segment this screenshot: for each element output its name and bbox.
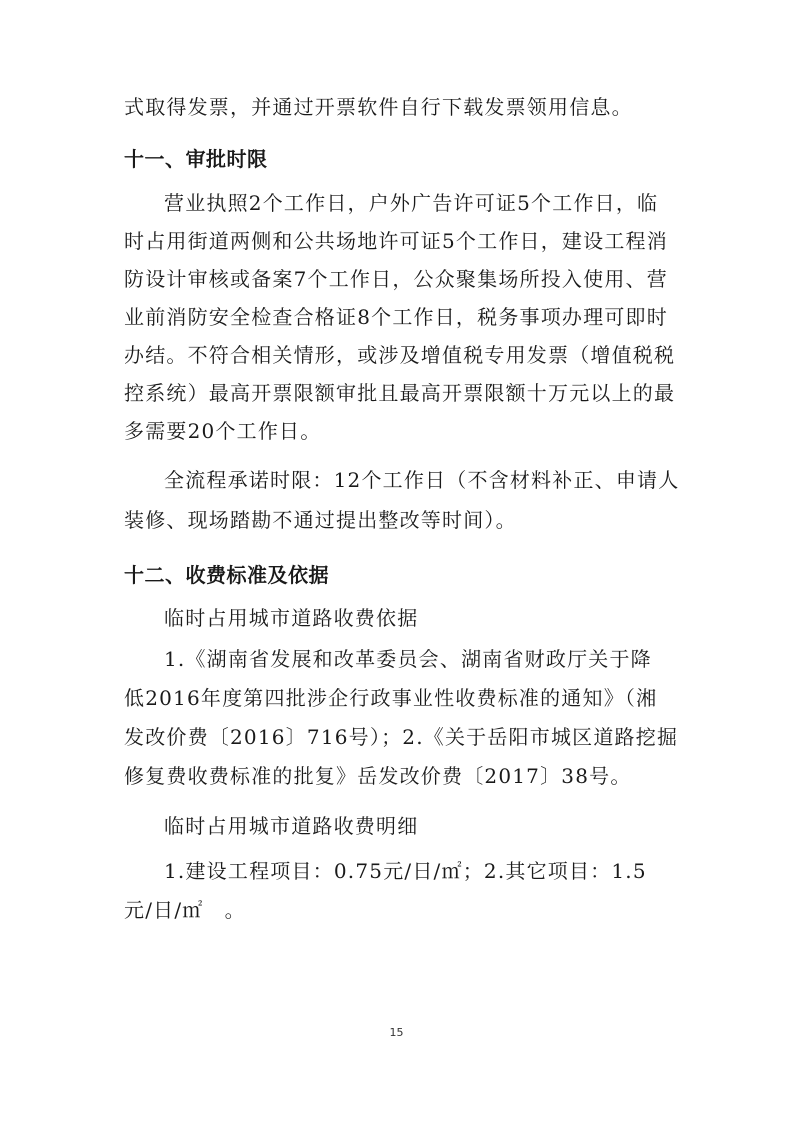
text-line: 营业执照2个工作日，户外广告许可证5个工作日，临 <box>164 191 659 215</box>
text-line: 防设计审核或备案7个工作日，公众聚集场所投入使用、营 <box>124 267 668 291</box>
text-line: 办结。不符合相关情形，或涉及增值税专用发票（增值税税 <box>124 343 676 367</box>
text-line: 全流程承诺时限：12个工作日（不含材料补正、申请人 <box>164 468 680 492</box>
text-line: 控系统）最高开票限额审批且最高开票限额十万元以上的最 <box>124 381 676 405</box>
subheading-fee-details: 临时占用城市道路收费明细 <box>164 814 419 838</box>
subheading-fee-basis: 临时占用城市道路收费依据 <box>164 606 419 630</box>
text-line: 时占用街道两侧和公共场地许可证5个工作日，建设工程消 <box>124 229 668 253</box>
text-line: 低2016年度第四批涉企行政事业性收费标准的通知》（湘 <box>124 686 658 710</box>
text-line: 式取得发票，并通过开票软件自行下载发票领用信息。 <box>124 95 633 119</box>
text-line: 1.建设工程项目：0.75元/日/㎡；2.其它项目：1.5 <box>164 859 647 883</box>
text-line: 修复费收费标准的批复》岳发改价费〔2017〕38号。 <box>124 764 632 788</box>
text-line: 装修、现场踏勘不通过提出整改等时间）。 <box>124 508 517 532</box>
section-heading-approval-time: 十一、审批时限 <box>124 147 268 171</box>
section-heading-fee-standard: 十二、收费标准及依据 <box>124 563 329 587</box>
text-line: 多需要20个工作日。 <box>124 419 322 443</box>
text-line: 业前消防安全检查合格证8个工作日，税务事项办理可即时 <box>124 305 668 329</box>
text-line: 1.《湖南省发展和改革委员会、湖南省财政厅关于降 <box>164 647 652 671</box>
text-line: 发改价费〔2016〕716号）；2.《关于岳阳市城区道路挖掘 <box>124 725 679 749</box>
text-line: 元/日/㎡ 。 <box>124 898 246 922</box>
page-number: 15 <box>389 1026 404 1039</box>
